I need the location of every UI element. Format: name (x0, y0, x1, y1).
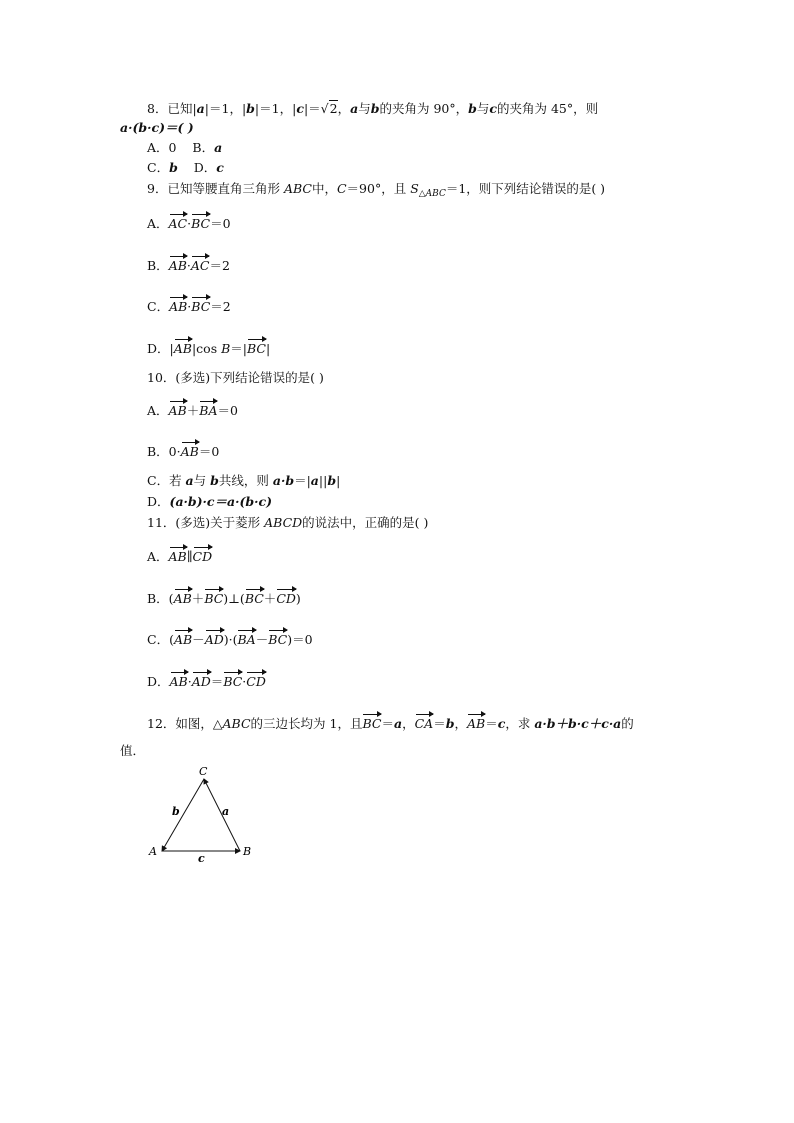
option-text: C．若 (147, 473, 186, 488)
option-label: A． (147, 403, 169, 418)
q8-text: |＝ (303, 101, 321, 116)
dot-operator: · (187, 674, 192, 689)
vector-arrow: AD (192, 670, 211, 690)
q9-text: ＝90°，且 (346, 181, 411, 196)
q9-option-c (147, 295, 231, 315)
q12-text: ＝ (381, 716, 394, 731)
q8-vector-b: b (370, 101, 380, 116)
q8-text: ， (337, 101, 351, 116)
option-text: | (336, 473, 341, 488)
option-text: ＝2 (210, 299, 231, 314)
q12-stem-line1 (147, 712, 634, 732)
vector-arrow: BC (191, 295, 210, 315)
q8-vector-a: a (350, 101, 359, 116)
q8-vector-a: a (196, 101, 205, 116)
vector-arrow: BC (268, 628, 287, 648)
side-a-label: a (222, 805, 230, 818)
q8-option-c-label: C． (147, 160, 170, 175)
vector-c: c (497, 716, 506, 731)
q11-text: 11．(多选)关于菱形 (147, 515, 265, 530)
q8-option-a: A．0 (147, 140, 177, 155)
vector-arrow: CA (415, 712, 434, 732)
vector-arrow: BC (204, 587, 223, 607)
dot-product-expr: a·b (272, 473, 295, 488)
q8-option-b-label: B． (192, 140, 215, 155)
option-text: ＝| (294, 473, 311, 488)
vector-arrow: AB (181, 440, 199, 460)
option-text: ＝ (210, 674, 224, 689)
q9-text: ＝1，则下列结论错误的是( ) (445, 181, 606, 196)
dot-operator: · (187, 216, 192, 231)
q8-stem-line2: a·(b·c)＝( ) (120, 120, 194, 135)
vector-arrow: AC (191, 254, 210, 274)
q9-area-symbol: S (410, 181, 419, 196)
option-text: || (318, 473, 328, 488)
vector-a: a (393, 716, 403, 731)
q8-vector-b: b (468, 101, 477, 116)
q8-vector-c: c (296, 101, 304, 116)
q8-stem-line1 (147, 100, 598, 117)
q8-option-d-label: D． (193, 160, 217, 175)
vector-arrow: AB (169, 545, 187, 565)
q10-option-a (147, 399, 238, 419)
angle-b: B (221, 341, 231, 356)
q9-triangle-name: ABC (283, 181, 312, 196)
side-b-label: b (172, 805, 180, 818)
q10-option-c (147, 473, 340, 489)
triangle-figure (140, 762, 260, 862)
q12-triangle-name: ABC (222, 716, 251, 731)
vertex-c-label: C (199, 765, 208, 778)
side-ca (162, 779, 204, 851)
q9-option-b (147, 254, 230, 274)
parallel-symbol: ∥ (186, 549, 193, 564)
vector-arrow: AB (174, 337, 192, 357)
q9-area-subscript: △ABC (418, 189, 446, 199)
dot-operator: · (187, 299, 192, 314)
vector-arrow: AB (174, 628, 192, 648)
option-text: 共线，则 (218, 473, 273, 488)
q11-option-c (147, 628, 313, 648)
q11-stem (147, 515, 428, 531)
option-label: A． (147, 549, 169, 564)
option-text: |cos (191, 341, 222, 356)
vertex-a-label: A (149, 845, 157, 858)
option-text: | (265, 341, 271, 356)
vector-arrow: AB (467, 712, 485, 732)
q11-text: 的说法中，正确的是( ) (302, 515, 429, 530)
vector-arrow: AB (169, 254, 187, 274)
dot-operator: · (242, 674, 247, 689)
q8-option-b: a (214, 140, 223, 155)
q8-number: 8．已知| (147, 101, 197, 116)
q9-text: 中， (311, 181, 337, 196)
q8-text: 的夹角为 45°，则 (497, 101, 599, 116)
option-label: B． (147, 258, 169, 273)
plus-operator: ＋ (263, 591, 277, 606)
vector-arrow: AB (169, 295, 187, 315)
q8-option-d: c (216, 160, 224, 175)
q10-stem: 10．(多选)下列结论错误的是( ) (147, 370, 324, 385)
vector-arrow: BC (191, 212, 210, 232)
minus-operator: － (255, 632, 269, 647)
associativity-expr: (a·b)·c＝a·(b·c) (169, 494, 272, 509)
q9-stem (147, 181, 605, 202)
option-text: )＝0 (287, 632, 313, 647)
vector-arrow: AB (170, 670, 188, 690)
q12-text: 12．如图，△ (147, 716, 223, 731)
option-label: B．( (147, 591, 174, 606)
q12-stem-line2: 值． (120, 743, 146, 758)
q10-option-b (147, 440, 219, 460)
q9-angle-c: C (336, 181, 347, 196)
vertex-b-label: B (243, 845, 252, 858)
option-label: C． (147, 299, 170, 314)
vector-a: a (310, 473, 319, 488)
q8-text: 与 (358, 101, 371, 116)
option-label: C．( (147, 632, 174, 647)
q12-text: 的 (621, 716, 634, 731)
option-text: ＝2 (209, 258, 230, 273)
vector-arrow: BA (199, 399, 217, 419)
q11-rhombus-name: ABCD (264, 515, 303, 530)
option-label: D． (147, 494, 170, 509)
side-c-label: c (198, 852, 205, 862)
vector-b: b (445, 716, 455, 731)
q8-vector-b: b (246, 101, 255, 116)
vector-arrow: CD (246, 670, 266, 690)
q8-text: |＝1，| (204, 101, 247, 116)
q12-text: ， (454, 716, 467, 731)
vector-arrow: BC (362, 712, 381, 732)
minus-operator: － (192, 632, 205, 647)
vector-b: b (210, 473, 219, 488)
q9-option-a (147, 212, 231, 232)
option-text: )·( (223, 632, 238, 647)
option-text: ＝0 (217, 403, 238, 418)
option-text: 与 (193, 473, 211, 488)
vector-a: a (185, 473, 194, 488)
vector-arrow: BA (237, 628, 255, 648)
option-text: ＝0 (210, 216, 231, 231)
sqrt-value: 2 (329, 101, 338, 116)
option-text: ) (295, 591, 301, 606)
q12-expression: a·b＋b·c＋c·a (534, 716, 622, 731)
q10-option-d (147, 494, 272, 510)
vector-arrow: BC (223, 670, 242, 690)
q8-text: 与 (476, 101, 490, 116)
vector-arrow: CD (276, 587, 296, 607)
option-label: A． (147, 216, 169, 231)
option-text: ＝| (230, 341, 247, 356)
vector-b: b (327, 473, 337, 488)
vector-arrow: CD (193, 545, 213, 565)
option-label: D． (147, 674, 170, 689)
q8-options-row2 (147, 160, 224, 176)
q11-option-a (147, 545, 212, 565)
option-text: ＝0 (198, 444, 220, 459)
vector-arrow: AB (169, 399, 187, 419)
vector-arrow: AD (205, 628, 224, 648)
q12-text: ， (402, 716, 415, 731)
perpendicular-symbol: )⊥( (223, 591, 245, 606)
q12-text: ＝ (485, 716, 498, 731)
vector-arrow: BC (245, 587, 264, 607)
q8-text: |＝1，| (254, 101, 297, 116)
option-label: B．0· (147, 444, 181, 459)
q9-text: 9．已知等腰直角三角形 (147, 181, 284, 196)
q12-text: 的三边长均为 1，且 (250, 716, 363, 731)
vector-arrow: AC (169, 212, 188, 232)
q8-text: 的夹角为 90°， (379, 101, 469, 116)
sqrt-symbol: √ (320, 101, 329, 116)
plus-operator: ＋ (186, 403, 200, 418)
q8-option-c: b (169, 160, 178, 175)
q9-option-d (147, 337, 270, 357)
q12-text: ，求 (505, 716, 535, 731)
dot-operator: · (186, 258, 191, 273)
q8-vector-c: c (489, 101, 497, 116)
q11-option-d (147, 670, 266, 690)
option-label: D．| (147, 341, 174, 356)
plus-operator: ＋ (191, 591, 205, 606)
vector-arrow: BC (247, 337, 266, 357)
q8-options-row1 (147, 140, 222, 156)
vector-arrow: AB (174, 587, 192, 607)
q12-text: ＝ (433, 716, 446, 731)
q11-option-b (147, 587, 301, 607)
